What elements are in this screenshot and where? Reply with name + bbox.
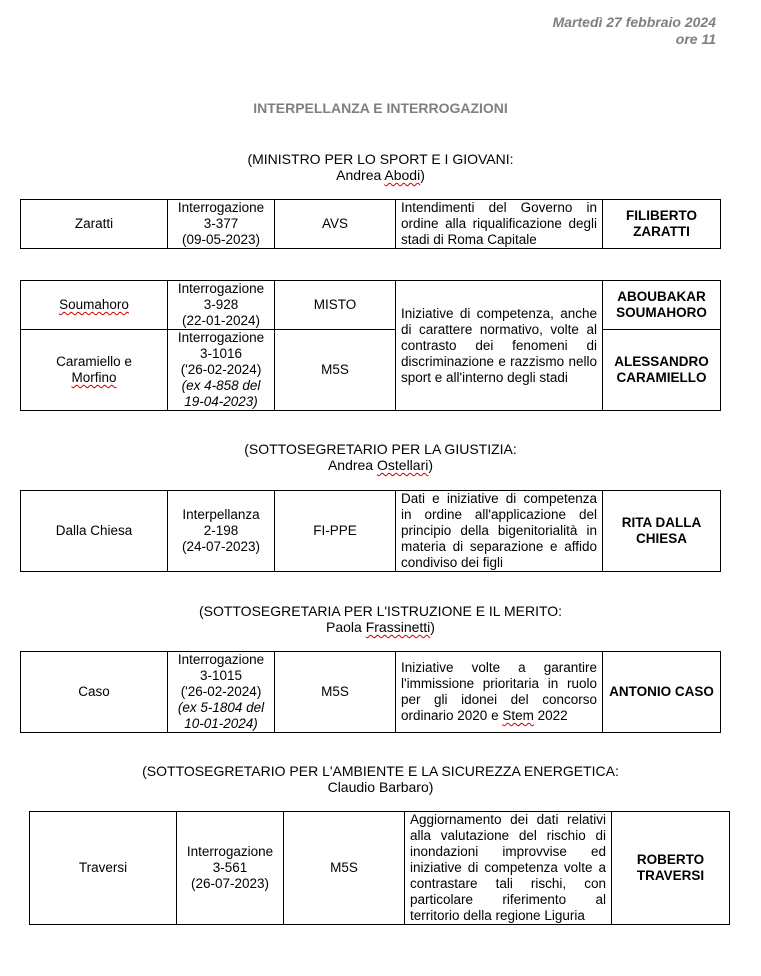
group-cell: FI-PPE — [275, 491, 396, 572]
session-date — [553, 14, 716, 48]
group-cell: M5S — [275, 652, 396, 733]
session-date-line: Martedì 27 febbraio 2024 — [552, 14, 716, 30]
group-cell: M5S — [275, 330, 396, 411]
table-row — [21, 491, 721, 572]
speaker-cell: RITA DALLA CHIESA — [603, 491, 721, 572]
speaker-cell: ABOUBAKAR SOUMAHORO — [603, 281, 721, 330]
section-1-minister: Andrea Abodi) — [336, 167, 425, 183]
table-row — [21, 330, 721, 411]
table-row — [30, 812, 730, 925]
table-row — [21, 652, 721, 733]
section-4-table — [20, 651, 721, 733]
act-cell: Interrogazione 3-928 (22-01-2024) — [168, 281, 275, 330]
act-cell: Interrogazione 3-377 (09-05-2023) — [168, 200, 275, 249]
speaker-cell: ROBERTO TRAVERSI — [612, 812, 730, 925]
section-5-table — [29, 811, 730, 925]
act-cell: Interrogazione 3-1016 ('26-02-2024) (ex 4-858 del 19-04-2023) — [168, 330, 275, 411]
section-5-minister: Claudio Barbaro) — [327, 779, 434, 795]
speaker-cell: FILIBERTO ZARATTI — [603, 200, 721, 249]
section-3-ministry: (SOTTOSEGRETARIO PER LA GIUSTIZIA: — [244, 441, 517, 457]
act-cell: Interpellanza 2-198 (24-07-2023) — [168, 491, 275, 572]
subject-cell: Iniziative di competenza, anche di carattere normativo, volte al contrasto dei fenomeni di discriminazione e razzismo nello sport e all'interno degli stadi — [396, 281, 603, 411]
proponent-cell: Dalla Chiesa — [21, 491, 168, 572]
section-4-minister: Paola Frassinetti) — [326, 619, 435, 635]
section-1-heading — [0, 151, 761, 183]
document-title: INTERPELLANZA E INTERROGAZIONI — [253, 100, 508, 116]
proponent-cell: Caso — [21, 652, 168, 733]
subject-cell: Iniziative volte a garantire l'immissione prioritaria in ruolo per gli idonei del concorso ordinario 2020 e Stem 2022 — [396, 652, 603, 733]
section-2-table — [20, 280, 721, 411]
act-cell: Interrogazione 3-1015 ('26-02-2024) (ex 5-1804 del 10-01-2024) — [168, 652, 275, 733]
section-4-ministry: (SOTTOSEGRETARIA PER L'ISTRUZIONE E IL MERITO: — [198, 603, 563, 619]
group-cell: M5S — [284, 812, 405, 925]
subject-cell: Aggiornamento dei dati relativi alla valutazione del rischio di inondazioni improvvise ed iniziative di competenza volte a contrastare tali rischi, con particolare riferimento al territorio della regione Liguria — [405, 812, 612, 925]
proponent-cell: Zaratti — [21, 200, 168, 249]
section-4-heading — [0, 603, 761, 635]
proponent-cell: Soumahoro — [21, 281, 168, 330]
speaker-cell: ALESSANDRO CARAMIELLO — [603, 330, 721, 411]
group-cell: AVS — [275, 200, 396, 249]
proponent-cell: Traversi — [30, 812, 177, 925]
section-5-ministry: (SOTTOSEGRETARIO PER L'AMBIENTE E LA SICUREZZA ENERGETICA: — [142, 763, 619, 779]
table-row — [21, 281, 721, 330]
section-3-minister: Andrea Ostellari) — [327, 457, 434, 473]
speaker-cell: ANTONIO CASO — [603, 652, 721, 733]
group-cell: MISTO — [275, 281, 396, 330]
section-3-table — [20, 490, 721, 572]
section-1-table — [20, 199, 721, 249]
table-row — [21, 200, 721, 249]
proponent-cell: Caramiello e Morfino — [21, 330, 168, 411]
section-3-heading — [0, 441, 761, 473]
section-5-heading — [0, 763, 761, 795]
session-time-line: ore 11 — [675, 31, 716, 47]
subject-cell: Intendimenti del Governo in ordine alla riqualificazione degli stadi di Roma Capitale — [396, 200, 603, 249]
section-1-ministry: (MINISTRO PER LO SPORT E I GIOVANI: — [247, 151, 514, 167]
subject-cell: Dati e iniziative di competenza in ordine all'applicazione del principio della bigenitorialità in materia di separazione e affido condiviso dei figli — [396, 491, 603, 572]
act-cell: Interrogazione 3-561 (26-07-2023) — [177, 812, 284, 925]
